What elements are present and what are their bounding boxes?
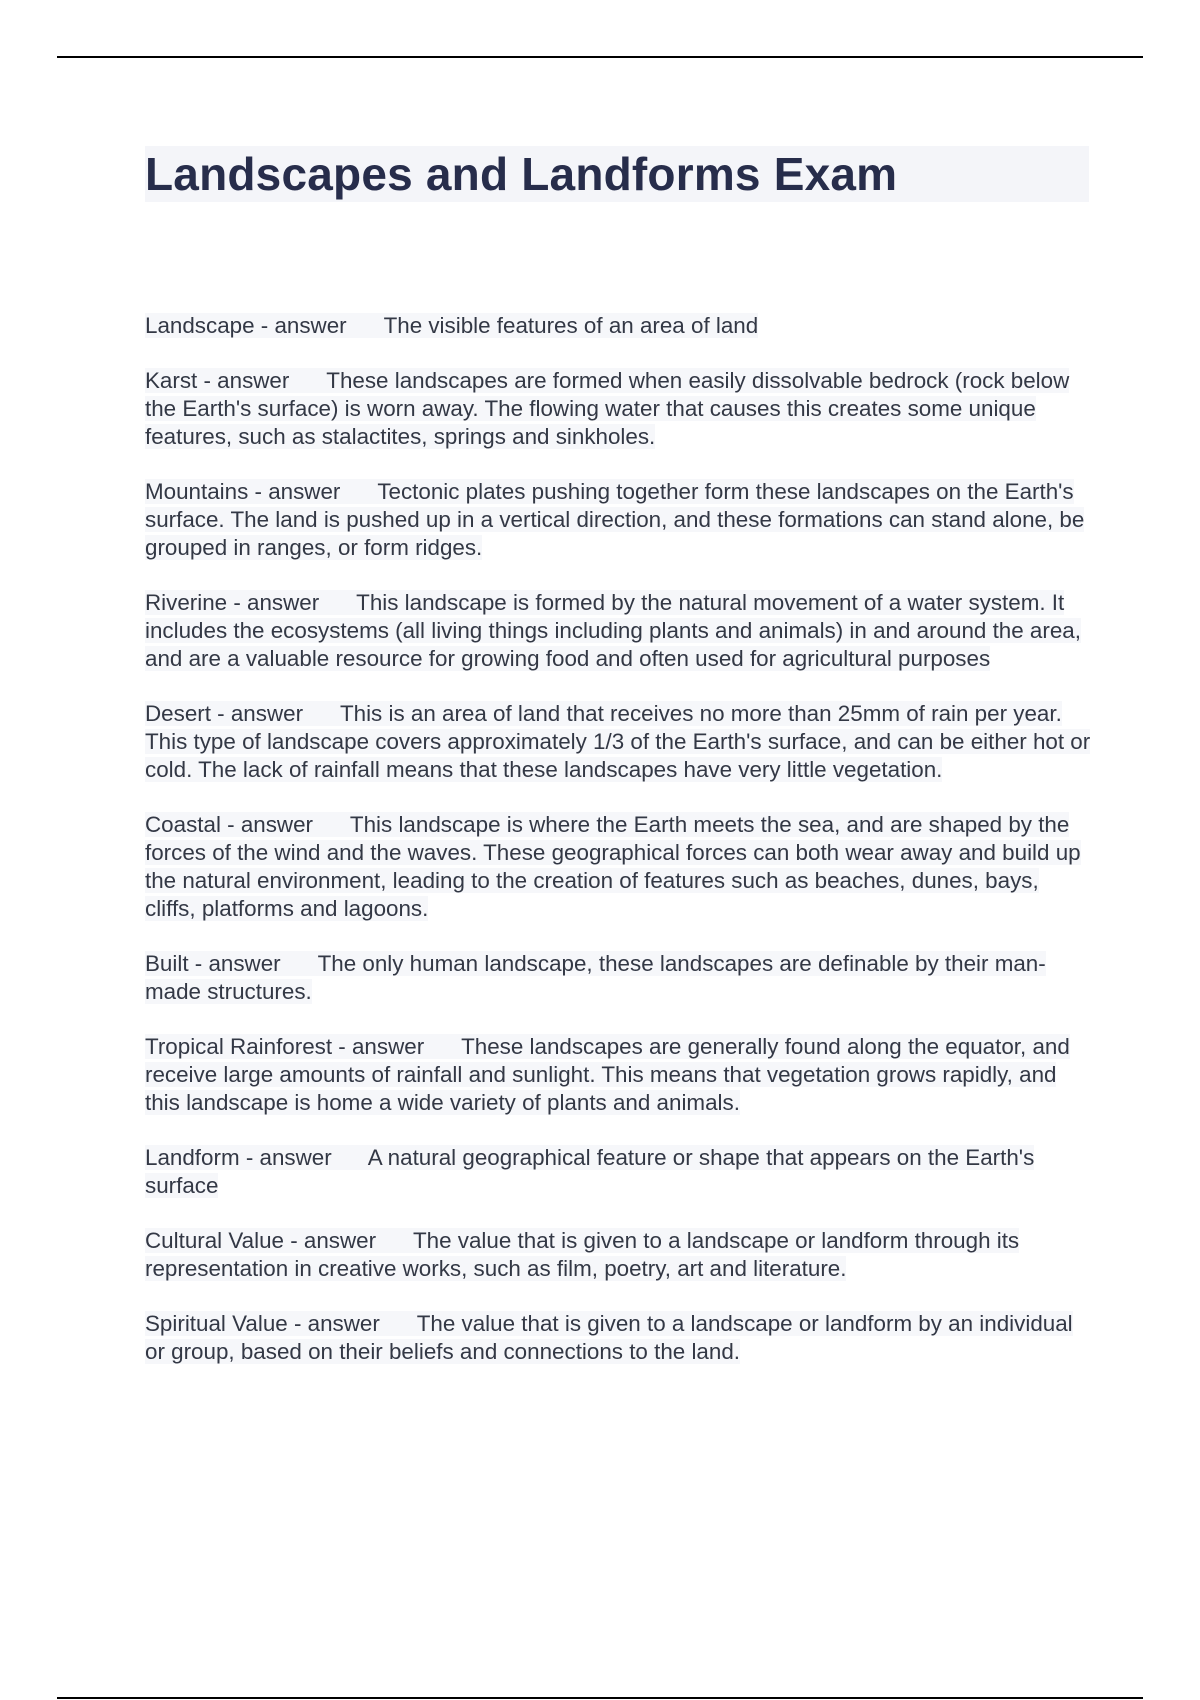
separator <box>424 1034 461 1059</box>
list-item <box>145 1227 1095 1283</box>
term: Coastal - answer <box>145 812 313 837</box>
separator <box>340 479 377 504</box>
list-item <box>145 589 1095 673</box>
separator <box>313 812 350 837</box>
separator <box>376 1228 413 1253</box>
bottom-rule <box>57 1697 1143 1699</box>
separator <box>289 368 326 393</box>
list-item <box>145 1310 1095 1366</box>
question-answer-list <box>145 312 1095 1393</box>
definition: This landscape is formed by the natural movement of a water system. It includes the ecosystems (all living things including plants and animals) in and around the area, and are a valuable resource for growing food and often used for agricultural purposes <box>145 590 1081 671</box>
term: Tropical Rainforest - answer <box>145 1034 425 1059</box>
definition: A natural geographical feature or shape that appears on the Earth's surface <box>145 1145 1035 1198</box>
definition: Tectonic plates pushing together form these landscapes on the Earth's surface. The land is pushed up in a vertical direction, and these formations can stand alone, be grouped in ranges, or form ridges. <box>145 479 1085 560</box>
list-item <box>145 1033 1095 1117</box>
term: Desert - answer <box>145 701 304 726</box>
term: Cultural Value - answer <box>145 1228 377 1253</box>
definition: The value that is given to a landscape or landform by an individual or group, based on their beliefs and connections to the land. <box>145 1311 1073 1364</box>
definition: These landscapes are formed when easily dissolvable bedrock (rock below the Earth's surface) is worn away. The flowing water that causes this creates some unique features, such as stalactites, springs and sinkholes. <box>145 368 1070 449</box>
list-item <box>145 700 1095 784</box>
list-item <box>145 478 1095 562</box>
separator <box>281 951 318 976</box>
term: Landform - answer <box>145 1145 332 1170</box>
term: Riverine - answer <box>145 590 320 615</box>
term: Mountains - answer <box>145 479 341 504</box>
list-item <box>145 1144 1095 1200</box>
definition: This landscape is where the Earth meets the sea, and are shaped by the forces of the wind and the waves. These geographical forces can both wear away and build up the natural environment, leading to the creation of features such as beaches, dunes, bays, cliffs, platforms and lagoons. <box>145 812 1081 921</box>
separator <box>303 701 340 726</box>
term: Landscape - answer <box>145 313 347 338</box>
list-item <box>145 312 1095 340</box>
page-title: Landscapes and Landforms Exam <box>145 148 898 200</box>
list-item <box>145 950 1095 1006</box>
definition: The visible features of an area of land <box>383 313 759 338</box>
definition: The only human landscape, these landscapes are definable by their man-made structures. <box>145 951 1046 1004</box>
separator <box>332 1145 368 1170</box>
definition: The value that is given to a landscape or landform through its representation in creative works, such as film, poetry, art and literature. <box>145 1228 1020 1281</box>
term: Karst - answer <box>145 368 290 393</box>
definition: This is an area of land that receives no more than 25mm of rain per year. This type of landscape covers approximately 1/3 of the Earth's surface, and can be either hot or cold. The lack of rainfall means that these landscapes have very little vegetation. <box>145 701 1091 782</box>
definition: These landscapes are generally found along the equator, and receive large amounts of rainfall and sunlight. This means that vegetation grows rapidly, and this landscape is home a wide variety of plants and animals. <box>145 1034 1070 1115</box>
term: Spiritual Value - answer <box>145 1311 380 1336</box>
top-rule <box>57 56 1143 58</box>
list-item <box>145 811 1095 923</box>
separator <box>319 590 356 615</box>
list-item <box>145 367 1095 451</box>
separator <box>347 313 384 338</box>
term: Built - answer <box>145 951 281 976</box>
separator <box>380 1311 417 1336</box>
title-block <box>145 146 1089 202</box>
